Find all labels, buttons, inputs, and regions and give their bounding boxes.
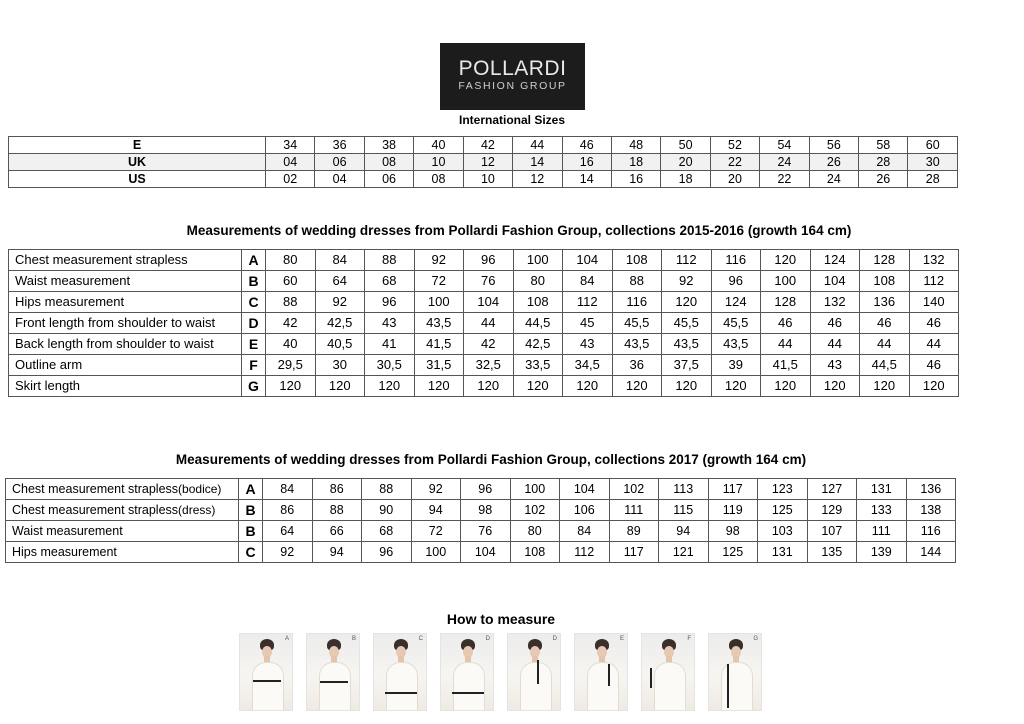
measurement-cell: 120 — [266, 376, 316, 397]
photo-letter: E — [619, 636, 624, 642]
measurement-cell: 120 — [761, 376, 811, 397]
measurement-letter: B — [242, 271, 266, 292]
size-system-label: US — [9, 171, 266, 188]
table-row — [9, 271, 959, 292]
table-2016-title: Measurements of wedding dresses from Pollardi Fashion Group, collections 2015-2016 (growth 164 cm) — [186, 223, 852, 238]
measure-line — [608, 664, 610, 686]
measurement-label — [9, 313, 242, 334]
size-cell: 22 — [760, 171, 809, 188]
measurement-cell: 136 — [860, 292, 910, 313]
table-row — [9, 171, 958, 188]
size-cell: 06 — [364, 171, 413, 188]
measurement-cell: 132 — [909, 250, 959, 271]
model-body — [386, 662, 418, 711]
model-body — [453, 662, 485, 711]
measurement-cell: 30 — [315, 355, 365, 376]
size-cell: 16 — [562, 154, 611, 171]
size-cell: 44 — [513, 137, 562, 154]
measurement-cell: 96 — [461, 479, 511, 500]
measurement-cell: 108 — [513, 292, 563, 313]
pollardi-logo — [440, 43, 585, 110]
measurement-cell: 133 — [857, 500, 907, 521]
measurement-cell: 88 — [312, 500, 362, 521]
measurement-cell: 104 — [461, 542, 511, 563]
measurement-cell: 100 — [414, 292, 464, 313]
measurement-letter: B — [239, 500, 263, 521]
size-cell: 48 — [611, 137, 660, 154]
size-cell: 18 — [611, 154, 660, 171]
size-cell: 16 — [611, 171, 660, 188]
measure-line — [452, 692, 484, 694]
measurement-label — [6, 479, 239, 500]
measurement-cell: 120 — [513, 376, 563, 397]
measurement-cell: 120 — [414, 376, 464, 397]
measurement-cell: 140 — [909, 292, 959, 313]
measurement-cell: 42 — [464, 334, 514, 355]
measurement-cell: 84 — [563, 271, 613, 292]
size-cell: 02 — [266, 171, 315, 188]
international-sizes-title: International Sizes — [458, 113, 566, 127]
measurement-cell: 98 — [708, 521, 758, 542]
photo-letter: F — [687, 636, 691, 642]
measure-photo — [574, 633, 628, 711]
measurement-cell: 68 — [365, 271, 415, 292]
size-system-label: UK — [9, 154, 266, 171]
measurement-cell: 41,5 — [414, 334, 464, 355]
measurement-cell: 68 — [362, 521, 412, 542]
measurement-cell: 29,5 — [266, 355, 316, 376]
measurement-cell: 60 — [266, 271, 316, 292]
size-cell: 12 — [513, 171, 562, 188]
measurement-cell: 40 — [266, 334, 316, 355]
measurement-cell: 80 — [513, 271, 563, 292]
model-body — [654, 662, 686, 711]
measurement-cell: 94 — [659, 521, 709, 542]
measurement-cell: 138 — [906, 500, 956, 521]
measurement-cell: 111 — [857, 521, 907, 542]
measurement-cell: 131 — [857, 479, 907, 500]
measurement-cell: 44 — [464, 313, 514, 334]
measurement-cell: 43 — [810, 355, 860, 376]
measurement-cell: 88 — [362, 479, 412, 500]
measurement-cell: 128 — [860, 250, 910, 271]
measurement-cell: 129 — [807, 500, 857, 521]
size-cell: 52 — [710, 137, 759, 154]
measurement-cell: 108 — [612, 250, 662, 271]
measurement-cell: 108 — [860, 271, 910, 292]
measurement-cell: 112 — [560, 542, 610, 563]
measurement-cell: 41 — [365, 334, 415, 355]
measurement-cell: 39 — [711, 355, 761, 376]
size-cell: 24 — [760, 154, 809, 171]
measurement-cell: 100 — [761, 271, 811, 292]
measurement-cell: 120 — [365, 376, 415, 397]
measurement-cell: 108 — [510, 542, 560, 563]
table-row — [9, 154, 958, 171]
photo-letter: G — [753, 636, 758, 642]
how-to-measure-title: How to measure — [446, 611, 556, 627]
measurement-cell: 120 — [662, 376, 712, 397]
logo-line1: POLLARDI — [458, 57, 567, 80]
model-body — [252, 662, 284, 711]
measure-photo — [239, 633, 293, 711]
measurement-cell: 34,5 — [563, 355, 613, 376]
measurement-cell: 96 — [365, 292, 415, 313]
measurement-letter: C — [242, 292, 266, 313]
measure-photo — [440, 633, 494, 711]
measurement-label — [6, 521, 239, 542]
measurement-cell: 84 — [560, 521, 610, 542]
measurement-cell: 94 — [411, 500, 461, 521]
measurement-label — [6, 500, 239, 521]
measurement-cell: 107 — [807, 521, 857, 542]
measure-photo — [373, 633, 427, 711]
measure-photo — [507, 633, 561, 711]
measurement-cell: 106 — [560, 500, 610, 521]
measurement-name: Chest measurement strapless — [12, 482, 179, 496]
measurement-cell: 88 — [365, 250, 415, 271]
measurement-cell: 113 — [659, 479, 709, 500]
measurement-cell: 115 — [659, 500, 709, 521]
table-row — [9, 292, 959, 313]
measurement-label — [9, 355, 242, 376]
logo-line2: FASHION GROUP — [458, 80, 567, 92]
measurement-label — [9, 376, 242, 397]
measurement-cell: 98 — [461, 500, 511, 521]
measure-line — [537, 660, 539, 684]
measurement-cell: 127 — [807, 479, 857, 500]
measurement-cell: 37,5 — [662, 355, 712, 376]
size-cell: 14 — [513, 154, 562, 171]
photo-letter: D — [552, 636, 557, 642]
measurement-cell: 46 — [909, 313, 959, 334]
measurements-2016-table — [8, 249, 959, 397]
measurement-name: Skirt length — [15, 378, 81, 393]
international-sizes-table — [8, 136, 958, 188]
measurement-cell: 132 — [810, 292, 860, 313]
measurement-cell: 124 — [810, 250, 860, 271]
measurement-cell: 84 — [263, 479, 313, 500]
measurement-cell: 116 — [906, 521, 956, 542]
measurement-cell: 120 — [464, 376, 514, 397]
table-row — [9, 355, 959, 376]
measurement-cell: 30,5 — [365, 355, 415, 376]
size-cell: 38 — [364, 137, 413, 154]
measurement-cell: 120 — [810, 376, 860, 397]
size-cell: 60 — [908, 137, 958, 154]
size-system-label: E — [9, 137, 266, 154]
size-cell: 26 — [859, 171, 908, 188]
measurement-label — [9, 271, 242, 292]
table-row — [9, 250, 959, 271]
size-cell: 56 — [809, 137, 858, 154]
measurement-cell: 90 — [362, 500, 412, 521]
size-cell: 24 — [809, 171, 858, 188]
table-row — [9, 376, 959, 397]
measurement-cell: 42,5 — [513, 334, 563, 355]
measurement-cell: 42 — [266, 313, 316, 334]
measurement-cell: 112 — [909, 271, 959, 292]
measurement-cell: 120 — [315, 376, 365, 397]
table-row — [9, 334, 959, 355]
measurement-cell: 96 — [464, 250, 514, 271]
measurement-cell: 139 — [857, 542, 907, 563]
measurement-cell: 125 — [708, 542, 758, 563]
table-row — [6, 521, 956, 542]
photo-letter: D — [485, 636, 490, 642]
measurement-cell: 86 — [263, 500, 313, 521]
measurement-cell: 103 — [758, 521, 808, 542]
size-cell: 30 — [908, 154, 958, 171]
measurement-cell: 88 — [612, 271, 662, 292]
size-cell: 46 — [562, 137, 611, 154]
measurement-cell: 44 — [810, 334, 860, 355]
measurement-cell: 43,5 — [414, 313, 464, 334]
measurement-letter: B — [239, 521, 263, 542]
table-row — [9, 137, 958, 154]
measurement-name: Hips measurement — [15, 294, 125, 309]
measure-line — [727, 664, 729, 708]
table-row — [6, 479, 956, 500]
measurement-cell: 121 — [659, 542, 709, 563]
measure-line — [253, 680, 281, 682]
measure-line — [320, 681, 348, 683]
measurement-cell: 112 — [662, 250, 712, 271]
measurement-cell: 33,5 — [513, 355, 563, 376]
measurement-cell: 45,5 — [612, 313, 662, 334]
measurement-cell: 123 — [758, 479, 808, 500]
measurement-cell: 120 — [909, 376, 959, 397]
measurement-cell: 102 — [609, 479, 659, 500]
table-row — [6, 500, 956, 521]
size-cell: 50 — [661, 137, 710, 154]
measure-line — [385, 692, 417, 694]
measurement-cell: 44 — [909, 334, 959, 355]
measurement-cell: 80 — [266, 250, 316, 271]
measurement-cell: 89 — [609, 521, 659, 542]
measurement-cell: 43 — [365, 313, 415, 334]
size-cell: 36 — [315, 137, 364, 154]
measurement-cell: 131 — [758, 542, 808, 563]
measurement-cell: 43,5 — [612, 334, 662, 355]
size-cell: 06 — [315, 154, 364, 171]
measure-photo — [641, 633, 695, 711]
model-body — [587, 662, 619, 711]
measurement-name: Back length from shoulder to waist — [15, 336, 214, 351]
photo-letter: C — [418, 636, 423, 642]
size-cell: 28 — [859, 154, 908, 171]
measurement-letter: E — [242, 334, 266, 355]
measurement-letter: A — [239, 479, 263, 500]
measurement-cell: 45,5 — [711, 313, 761, 334]
measure-line — [650, 668, 652, 688]
measurement-cell: 44 — [761, 334, 811, 355]
measurement-cell: 42,5 — [315, 313, 365, 334]
measurement-cell: 43,5 — [711, 334, 761, 355]
measurement-cell: 86 — [312, 479, 362, 500]
measurement-cell: 44,5 — [513, 313, 563, 334]
measurement-cell: 80 — [510, 521, 560, 542]
measurement-cell: 96 — [711, 271, 761, 292]
size-cell: 20 — [710, 171, 759, 188]
size-cell: 34 — [266, 137, 315, 154]
measurement-cell: 144 — [906, 542, 956, 563]
measurement-qualifier: (dress) — [178, 503, 216, 517]
measurement-qualifier: (bodice) — [178, 482, 222, 496]
photo-letter: B — [351, 636, 356, 642]
measurement-name: Chest measurement strapless — [12, 503, 179, 517]
measurement-cell: 117 — [708, 479, 758, 500]
measurement-cell: 92 — [315, 292, 365, 313]
measurement-cell: 92 — [414, 250, 464, 271]
measurement-cell: 64 — [263, 521, 313, 542]
measurement-cell: 92 — [263, 542, 313, 563]
measurement-letter: G — [242, 376, 266, 397]
size-cell: 22 — [710, 154, 759, 171]
measurement-name: Waist measurement — [15, 273, 131, 288]
size-cell: 12 — [463, 154, 512, 171]
measurement-label — [9, 250, 242, 271]
measurement-name: Front length from shoulder to waist — [15, 315, 216, 330]
measurement-label — [9, 334, 242, 355]
measurement-cell: 31,5 — [414, 355, 464, 376]
measurement-cell: 36 — [612, 355, 662, 376]
measurement-cell: 119 — [708, 500, 758, 521]
size-cell: 18 — [661, 171, 710, 188]
size-cell: 54 — [760, 137, 809, 154]
size-cell: 08 — [414, 171, 463, 188]
measurement-cell: 120 — [662, 292, 712, 313]
size-cell: 40 — [414, 137, 463, 154]
measurement-cell: 128 — [761, 292, 811, 313]
table-row — [9, 313, 959, 334]
measurements-2017-table — [5, 478, 956, 563]
measurement-cell: 66 — [312, 521, 362, 542]
table-2017-title: Measurements of wedding dresses from Pollardi Fashion Group, collections 2017 (growth 164 cm) — [175, 452, 807, 467]
measurement-cell: 46 — [810, 313, 860, 334]
measurement-cell: 64 — [315, 271, 365, 292]
measurement-cell: 120 — [612, 376, 662, 397]
measurement-cell: 43,5 — [662, 334, 712, 355]
measurement-name: Waist measurement — [12, 524, 123, 538]
measurement-cell: 112 — [563, 292, 613, 313]
measurement-cell: 32,5 — [464, 355, 514, 376]
measurement-letter: A — [242, 250, 266, 271]
measurement-cell: 45,5 — [662, 313, 712, 334]
how-to-measure-photos — [239, 633, 779, 711]
size-cell: 26 — [809, 154, 858, 171]
measurement-cell: 124 — [711, 292, 761, 313]
size-cell: 14 — [562, 171, 611, 188]
measurement-label — [6, 542, 239, 563]
photo-letter: A — [284, 636, 289, 642]
measurement-cell: 46 — [860, 313, 910, 334]
measurement-letter: F — [242, 355, 266, 376]
measure-photo — [306, 633, 360, 711]
table-row — [6, 542, 956, 563]
size-cell: 08 — [364, 154, 413, 171]
measurement-cell: 116 — [711, 250, 761, 271]
measurement-cell: 120 — [711, 376, 761, 397]
measurement-letter: D — [242, 313, 266, 334]
measurement-letter: C — [239, 542, 263, 563]
measurement-cell: 104 — [464, 292, 514, 313]
measurement-label — [9, 292, 242, 313]
measurement-cell: 40,5 — [315, 334, 365, 355]
measurement-cell: 46 — [761, 313, 811, 334]
measurement-cell: 76 — [464, 271, 514, 292]
measurement-cell: 116 — [612, 292, 662, 313]
size-cell: 58 — [859, 137, 908, 154]
size-cell: 10 — [414, 154, 463, 171]
model-body — [721, 662, 753, 711]
measurement-name: Hips measurement — [12, 545, 117, 559]
measurement-cell: 46 — [909, 355, 959, 376]
measurement-cell: 72 — [411, 521, 461, 542]
size-cell: 28 — [908, 171, 958, 188]
measurement-cell: 120 — [860, 376, 910, 397]
measurement-cell: 104 — [810, 271, 860, 292]
measurement-cell: 44,5 — [860, 355, 910, 376]
measurement-cell: 76 — [461, 521, 511, 542]
measurement-cell: 100 — [513, 250, 563, 271]
measurement-cell: 100 — [411, 542, 461, 563]
model-body — [520, 662, 552, 711]
measurement-cell: 92 — [411, 479, 461, 500]
measurement-cell: 117 — [609, 542, 659, 563]
measurement-cell: 92 — [662, 271, 712, 292]
measurement-cell: 102 — [510, 500, 560, 521]
measurement-cell: 44 — [860, 334, 910, 355]
measurement-name: Outline arm — [15, 357, 83, 372]
measurement-cell: 135 — [807, 542, 857, 563]
measurement-name: Chest measurement strapless — [15, 252, 188, 267]
measurement-cell: 72 — [414, 271, 464, 292]
measure-photo — [708, 633, 762, 711]
measurement-cell: 88 — [266, 292, 316, 313]
size-cell: 04 — [266, 154, 315, 171]
measurement-cell: 94 — [312, 542, 362, 563]
measurement-cell: 45 — [563, 313, 613, 334]
measurement-cell: 104 — [560, 479, 610, 500]
size-cell: 10 — [463, 171, 512, 188]
measurement-cell: 84 — [315, 250, 365, 271]
size-cell: 20 — [661, 154, 710, 171]
measurement-cell: 111 — [609, 500, 659, 521]
measurement-cell: 100 — [510, 479, 560, 500]
measurement-cell: 96 — [362, 542, 412, 563]
measurement-cell: 136 — [906, 479, 956, 500]
size-cell: 42 — [463, 137, 512, 154]
measurement-cell: 43 — [563, 334, 613, 355]
size-cell: 04 — [315, 171, 364, 188]
model-body — [319, 662, 351, 711]
measurement-cell: 41,5 — [761, 355, 811, 376]
measurement-cell: 120 — [563, 376, 613, 397]
measurement-cell: 125 — [758, 500, 808, 521]
measurement-cell: 120 — [761, 250, 811, 271]
measurement-cell: 104 — [563, 250, 613, 271]
